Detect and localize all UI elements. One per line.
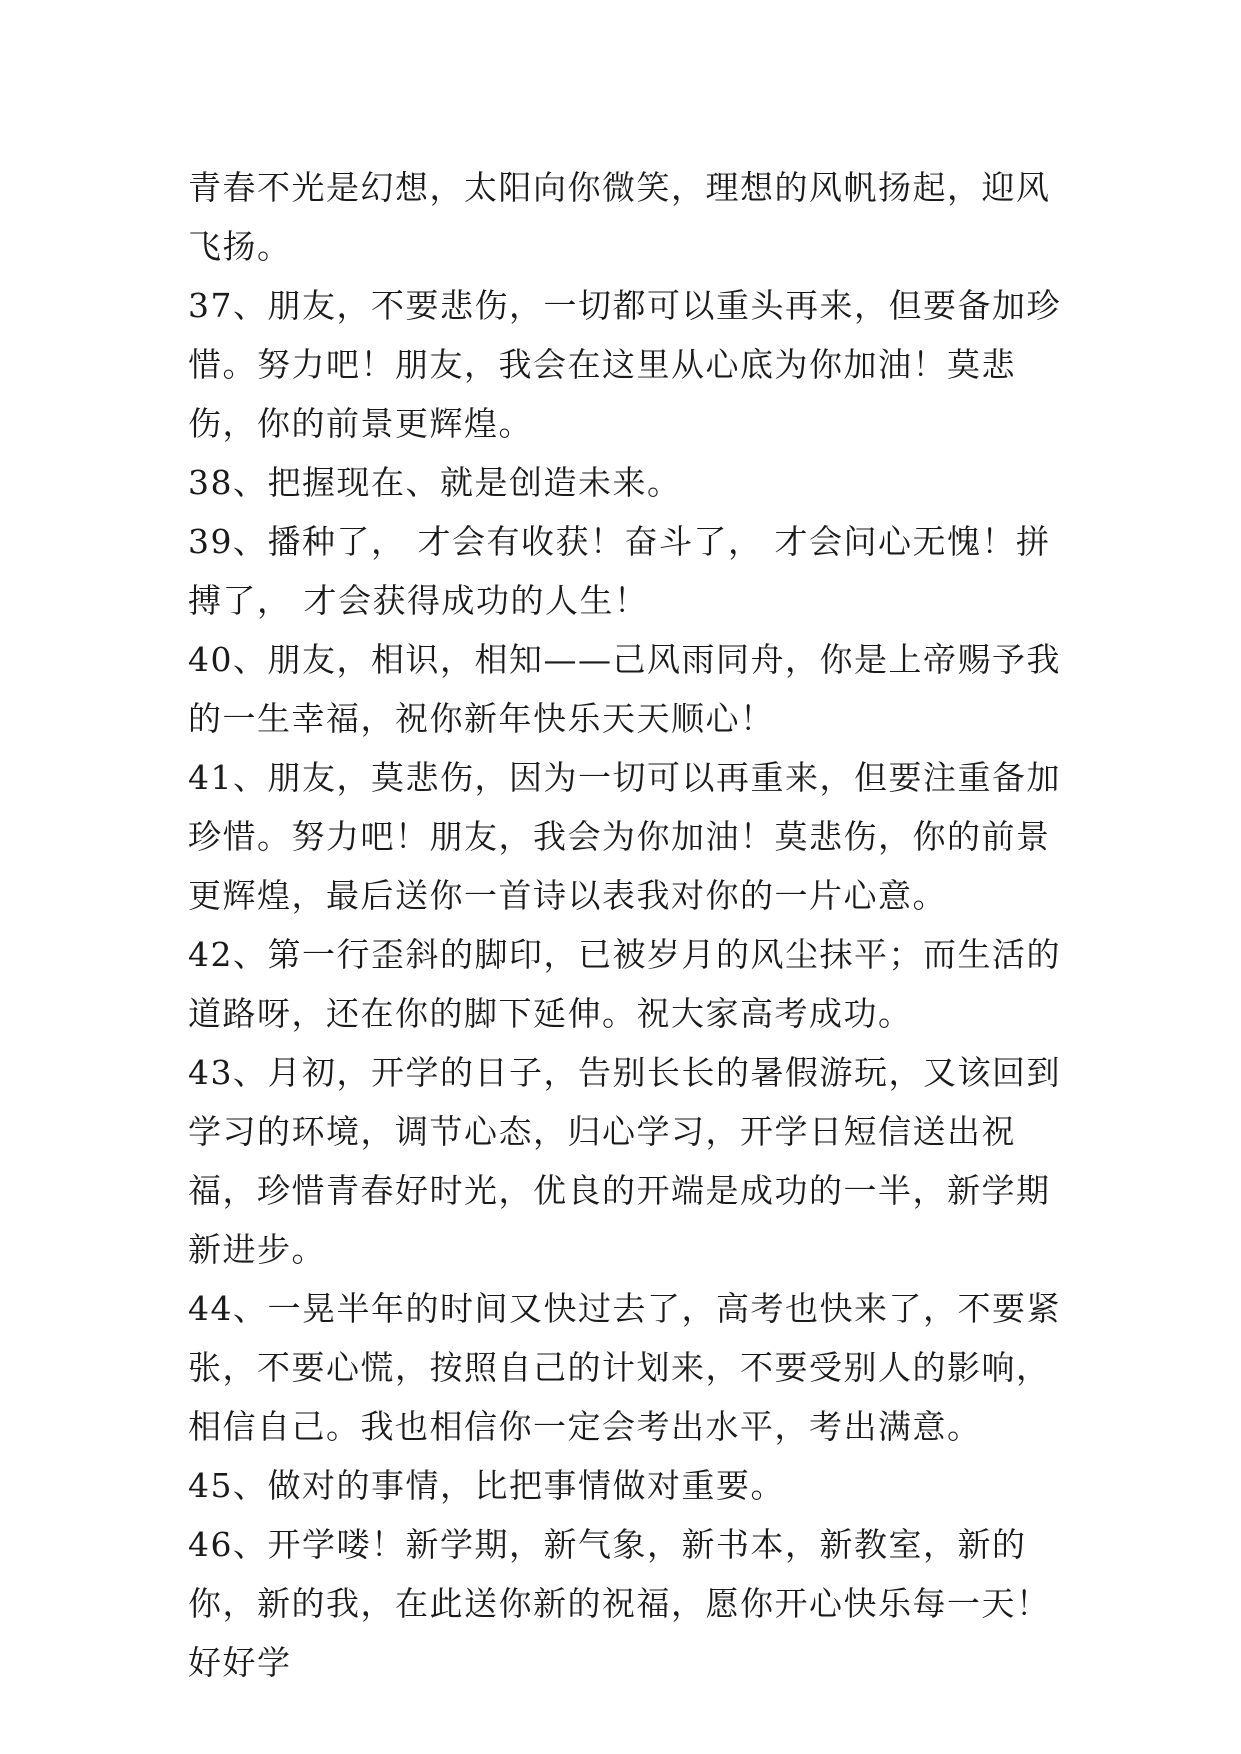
paragraph-38: 38、把握现在、就是创造未来。 bbox=[188, 463, 682, 502]
paragraph-37: 37、朋友，不要悲伤，一切都可以重头再来，但要备加珍惜。努力吧！朋友，我会在这里从心底为你加油！莫悲伤，你的前景更辉煌。 bbox=[188, 286, 1061, 443]
paragraph-44: 44、一晃半年的时间又快过去了，高考也快来了，不要紧张，不要心慌，按照自己的计划来，不要受别人的影响，相信自己。我也相信你一定会考出水平，考出满意。 bbox=[188, 1289, 1061, 1446]
paragraph-36-continuation: 青春不光是幻想，太阳向你微笑，理想的风帆扬起，迎风飞扬。 bbox=[188, 168, 1051, 266]
paragraph-42: 42、第一行歪斜的脚印，已被岁月的风尘抹平；而生活的道路呀，还在你的脚下延伸。祝大家高考成功。 bbox=[188, 935, 1061, 1033]
paragraph-43: 43、月初，开学的日子，告别长长的暑假游玩，又该回到学习的环境，调节心态，归心学习，开学日短信送出祝福，珍惜青春好时光，优良的开端是成功的一半，新学期新进步。 bbox=[188, 1053, 1061, 1269]
paragraph-40: 40、朋友，相识，相知——己风雨同舟，你是上帝赐予我的一生幸福，祝你新年快乐天天顺心！ bbox=[188, 640, 1061, 738]
paragraph-45: 45、做对的事情，比把事情做对重要。 bbox=[188, 1466, 785, 1505]
paragraph-39: 39、播种了， 才会有收获！奋斗了， 才会问心无愧！拼搏了， 才会获得成功的人生！ bbox=[188, 522, 1051, 620]
paragraph-46: 46、开学喽！新学期，新气象，新书本，新教室，新的你，新的我，在此送你新的祝福，愿你开心快乐每一天！好好学 bbox=[188, 1525, 1051, 1682]
paragraph-41: 41、朋友，莫悲伤，因为一切可以再重来，但要注重备加珍惜。努力吧！朋友，我会为你加油！莫悲伤，你的前景更辉煌，最后送你一首诗以表我对你的一片心意。 bbox=[188, 758, 1061, 915]
document-body bbox=[188, 158, 1068, 1692]
